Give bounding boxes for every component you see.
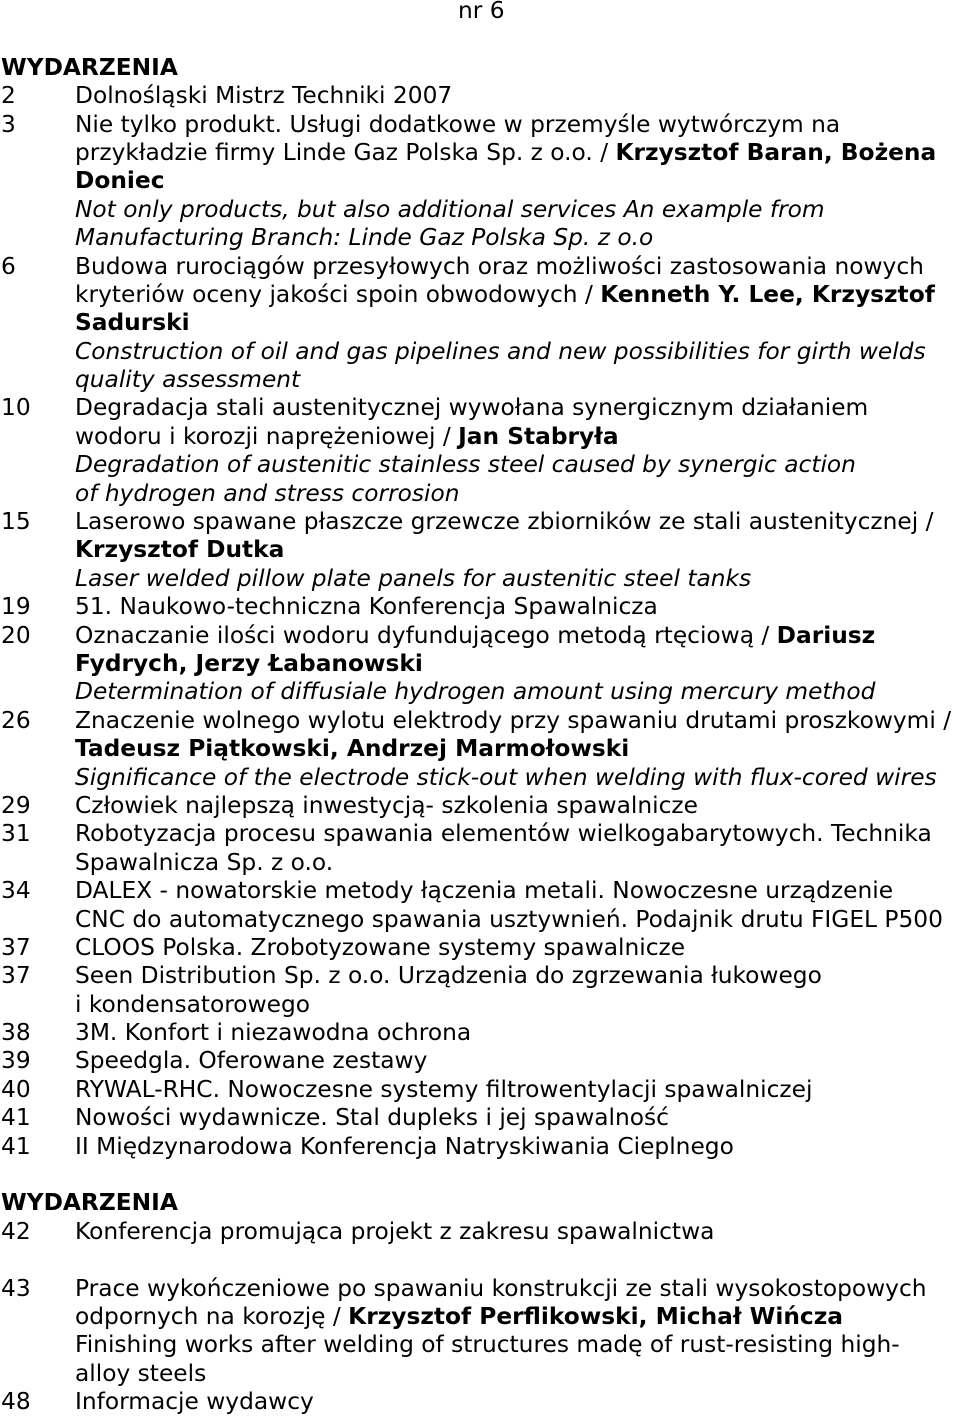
toc-entry: [0, 707, 960, 792]
toc-line: [0, 565, 960, 593]
page-number: 15: [1, 508, 31, 536]
toc-line: [0, 309, 960, 337]
toc-line: [0, 1303, 960, 1331]
article-title: Speedgla. Oferowane zestawy: [75, 1047, 428, 1075]
toc-line: [0, 480, 960, 508]
article-title: Seen Distribution Sp. z o.o. Urządzenia do zgrzewania łukowego: [75, 962, 822, 990]
toc-line: [0, 906, 960, 934]
toc-line: [0, 622, 960, 650]
toc-line: [0, 224, 960, 252]
toc-line: [0, 167, 960, 195]
article-title: Nie tylko produkt. Usługi dodatkowe w przemyśle wytwórczym na: [75, 110, 841, 138]
article-authors: Fydrych, Jerzy Łabanowski: [75, 649, 423, 677]
toc-entry: [0, 1388, 960, 1416]
toc-line: [0, 1360, 960, 1388]
page-number: 39: [1, 1047, 31, 1075]
toc-entry: [0, 1104, 960, 1132]
page-number: 40: [1, 1075, 31, 1103]
toc-line: [0, 1104, 960, 1132]
article-title: CNC do automatycznego spawania usztywnień. Podajnik drutu FIGEL P500: [75, 905, 943, 933]
toc-entry: [0, 593, 960, 621]
page-number: 31: [1, 820, 31, 848]
toc-entry: [0, 622, 960, 707]
toc-entry: [0, 962, 960, 1019]
toc-line: [0, 934, 960, 962]
toc-line: [0, 196, 960, 224]
article-authors: Tadeusz Piątkowski, Andrzej Marmołowski: [75, 735, 630, 763]
article-authors: Jan Stabryła: [458, 422, 619, 450]
toc-line: [0, 764, 960, 792]
article-title-english: quality assessment: [75, 366, 301, 394]
page-number: 41: [1, 1132, 31, 1160]
page-number: 3: [1, 110, 16, 138]
issue-number: nr 6: [458, 0, 505, 24]
toc-line: [0, 281, 960, 309]
article-title-english: Significance of the electrode stick-out when welding with flux-cored wires: [75, 763, 937, 791]
toc-line: [0, 111, 960, 139]
toc-line: [0, 508, 960, 536]
article-title: Oznaczanie ilości wodoru dyfundującego metodą rtęciową /: [75, 621, 770, 649]
toc-line-text: [75, 1303, 843, 1331]
toc-section: [0, 54, 960, 1161]
toc-line: [0, 849, 960, 877]
article-title-english: Manufacturing Branch: Linde Gaz Polska Sp. z o.o: [75, 224, 654, 252]
page-number: 34: [1, 877, 31, 905]
article-title: Konferencja promująca projekt z zakresu spawalnictwa: [75, 1217, 715, 1245]
article-title: Nowości wydawnicze. Stal dupleks i jej spawalność: [75, 1104, 669, 1132]
article-title-english: Laser welded pillow plate panels for austenitic steel tanks: [75, 564, 752, 592]
article-title: i kondensatorowego: [75, 990, 310, 1018]
page-number: 38: [1, 1019, 31, 1047]
article-title: Laserowo spawane płaszcze grzewcze zbiorników ze stali austenitycznej /: [75, 508, 934, 536]
toc-line: [0, 1019, 960, 1047]
toc-entry: [0, 1218, 960, 1246]
toc-line: [0, 139, 960, 167]
toc-entry: [0, 1076, 960, 1104]
toc-entry: [0, 508, 960, 593]
page-number: 19: [1, 593, 31, 621]
toc-entry: [0, 1275, 960, 1389]
page-number: 37: [1, 962, 31, 990]
toc-line: [0, 650, 960, 678]
toc-line-text: [75, 139, 936, 167]
article-title: odpornych na korozję /: [75, 1302, 341, 1330]
article-title-english: of hydrogen and stress corrosion: [75, 479, 460, 507]
section-heading: WYDARZENIA: [1, 53, 178, 81]
toc-line: [0, 253, 960, 281]
toc-line: [0, 707, 960, 735]
article-title: Prace wykończeniowe po spawaniu konstrukcji ze stali wysokostopowych: [75, 1274, 927, 1302]
article-title: Znaczenie wolnego wylotu elektrody przy spawaniu drutami proszkowymi /: [75, 706, 952, 734]
article-authors: Krzysztof Perflikowski, Michał Wińcza: [348, 1302, 843, 1330]
article-authors: Dariusz: [776, 621, 876, 649]
page-number: 43: [1, 1274, 31, 1302]
page-number: 29: [1, 791, 31, 819]
article-title: 3M. Konfort i niezawodna ochrona: [75, 1019, 472, 1047]
article-title: 51. Naukowo-techniczna Konferencja Spawalnicza: [75, 593, 658, 621]
article-authors: Doniec: [75, 167, 165, 195]
article-title: Spawalnicza Sp. z o.o.: [75, 848, 334, 876]
toc-line: [0, 792, 960, 820]
toc-line: [0, 1218, 960, 1246]
toc-entry: [0, 820, 960, 877]
toc-line: [0, 593, 960, 621]
toc-entry: [0, 934, 960, 962]
article-title-english: Degradation of austenitic stainless steel caused by synergic action: [75, 451, 856, 479]
toc-line-text: [75, 622, 875, 650]
article-title-english: Not only products, but also additional services An example from: [75, 195, 825, 223]
toc-line: [0, 338, 960, 366]
article-title: wodoru i korozji naprężeniowej /: [75, 422, 451, 450]
toc-entry: [0, 1047, 960, 1075]
article-title: II Międzynarodowa Konferencja Natryskiwania Cieplnego: [75, 1132, 734, 1160]
toc-line: [0, 991, 960, 1019]
page-number: 26: [1, 706, 31, 734]
toc-entry: [0, 877, 960, 934]
article-title: RYWAL-RHC. Nowoczesne systemy filtrowentylacji spawalniczej: [75, 1075, 813, 1103]
article-title: Robotyzacja procesu spawania elementów wielkogabarytowych. Technika: [75, 820, 932, 848]
section-heading: WYDARZENIA: [1, 1189, 178, 1217]
toc-line: [0, 1133, 960, 1161]
toc-line-text: [75, 281, 935, 309]
toc-line: [0, 1331, 960, 1359]
toc-line: [0, 82, 960, 110]
toc-line: [0, 1076, 960, 1104]
article-title: CLOOS Polska. Zrobotyzowane systemy spawalnicze: [75, 933, 686, 961]
toc-line: [0, 451, 960, 479]
page-number: 48: [1, 1388, 31, 1416]
toc-line-text: [75, 423, 619, 451]
article-authors: Krzysztof Baran, Bożena: [615, 138, 937, 166]
toc-line: [0, 877, 960, 905]
toc-line: [0, 536, 960, 564]
article-title: Informacje wydawcy: [75, 1388, 314, 1416]
toc-line: [0, 962, 960, 990]
article-title: Budowa rurociągów przesyłowych oraz możliwości zastosowania nowych: [75, 252, 924, 280]
toc-entry: [0, 82, 960, 110]
article-title: przykładzie firmy Linde Gaz Polska Sp. z o.o. /: [75, 138, 609, 166]
toc-line: [0, 1047, 960, 1075]
toc-line: [0, 735, 960, 763]
page-number: 37: [1, 933, 31, 961]
page-number: 41: [1, 1104, 31, 1132]
toc-line: [0, 366, 960, 394]
toc-section: [0, 1189, 960, 1416]
article-title: Degradacja stali austenitycznej wywołana synergicznym działaniem: [75, 394, 869, 422]
toc-line: [0, 423, 960, 451]
toc-entry: [0, 792, 960, 820]
page-number: 20: [1, 621, 31, 649]
page-number: 42: [1, 1217, 31, 1245]
toc-line: [0, 820, 960, 848]
page-number: 10: [1, 394, 31, 422]
article-title: Dolnośląski Mistrz Techniki 2007: [75, 82, 453, 110]
article-title-english: Finishing works after welding of structures madę of rust-resisting high-: [75, 1331, 900, 1359]
toc-entry: [0, 1019, 960, 1047]
article-title-english: alloy steels: [75, 1359, 207, 1387]
page-number: 6: [1, 252, 16, 280]
page-number: 2: [1, 82, 16, 110]
toc-line: [0, 394, 960, 422]
article-authors: Sadurski: [75, 309, 190, 337]
article-title: Człowiek najlepszą inwestycją- szkolenia spawalnicze: [75, 791, 698, 819]
article-authors: Krzysztof Dutka: [75, 536, 285, 564]
article-authors: Kenneth Y. Lee, Krzysztof: [600, 280, 935, 308]
toc-line: [0, 1275, 960, 1303]
article-title: kryteriów oceny jakości spoin obwodowych /: [75, 280, 593, 308]
toc-line: [0, 1388, 960, 1416]
toc-entry: [0, 111, 960, 253]
article-title: DALEX - nowatorskie metody łączenia metali. Nowoczesne urządzenie: [75, 877, 894, 905]
article-title-english: Determination of diffusiale hydrogen amount using mercury method: [75, 678, 876, 706]
toc-entry: [0, 253, 960, 395]
toc-entry: [0, 1133, 960, 1161]
article-title-english: Construction of oil and gas pipelines and new possibilities for girth welds: [75, 337, 926, 365]
toc-entry: [0, 394, 960, 508]
toc-line: [0, 678, 960, 706]
